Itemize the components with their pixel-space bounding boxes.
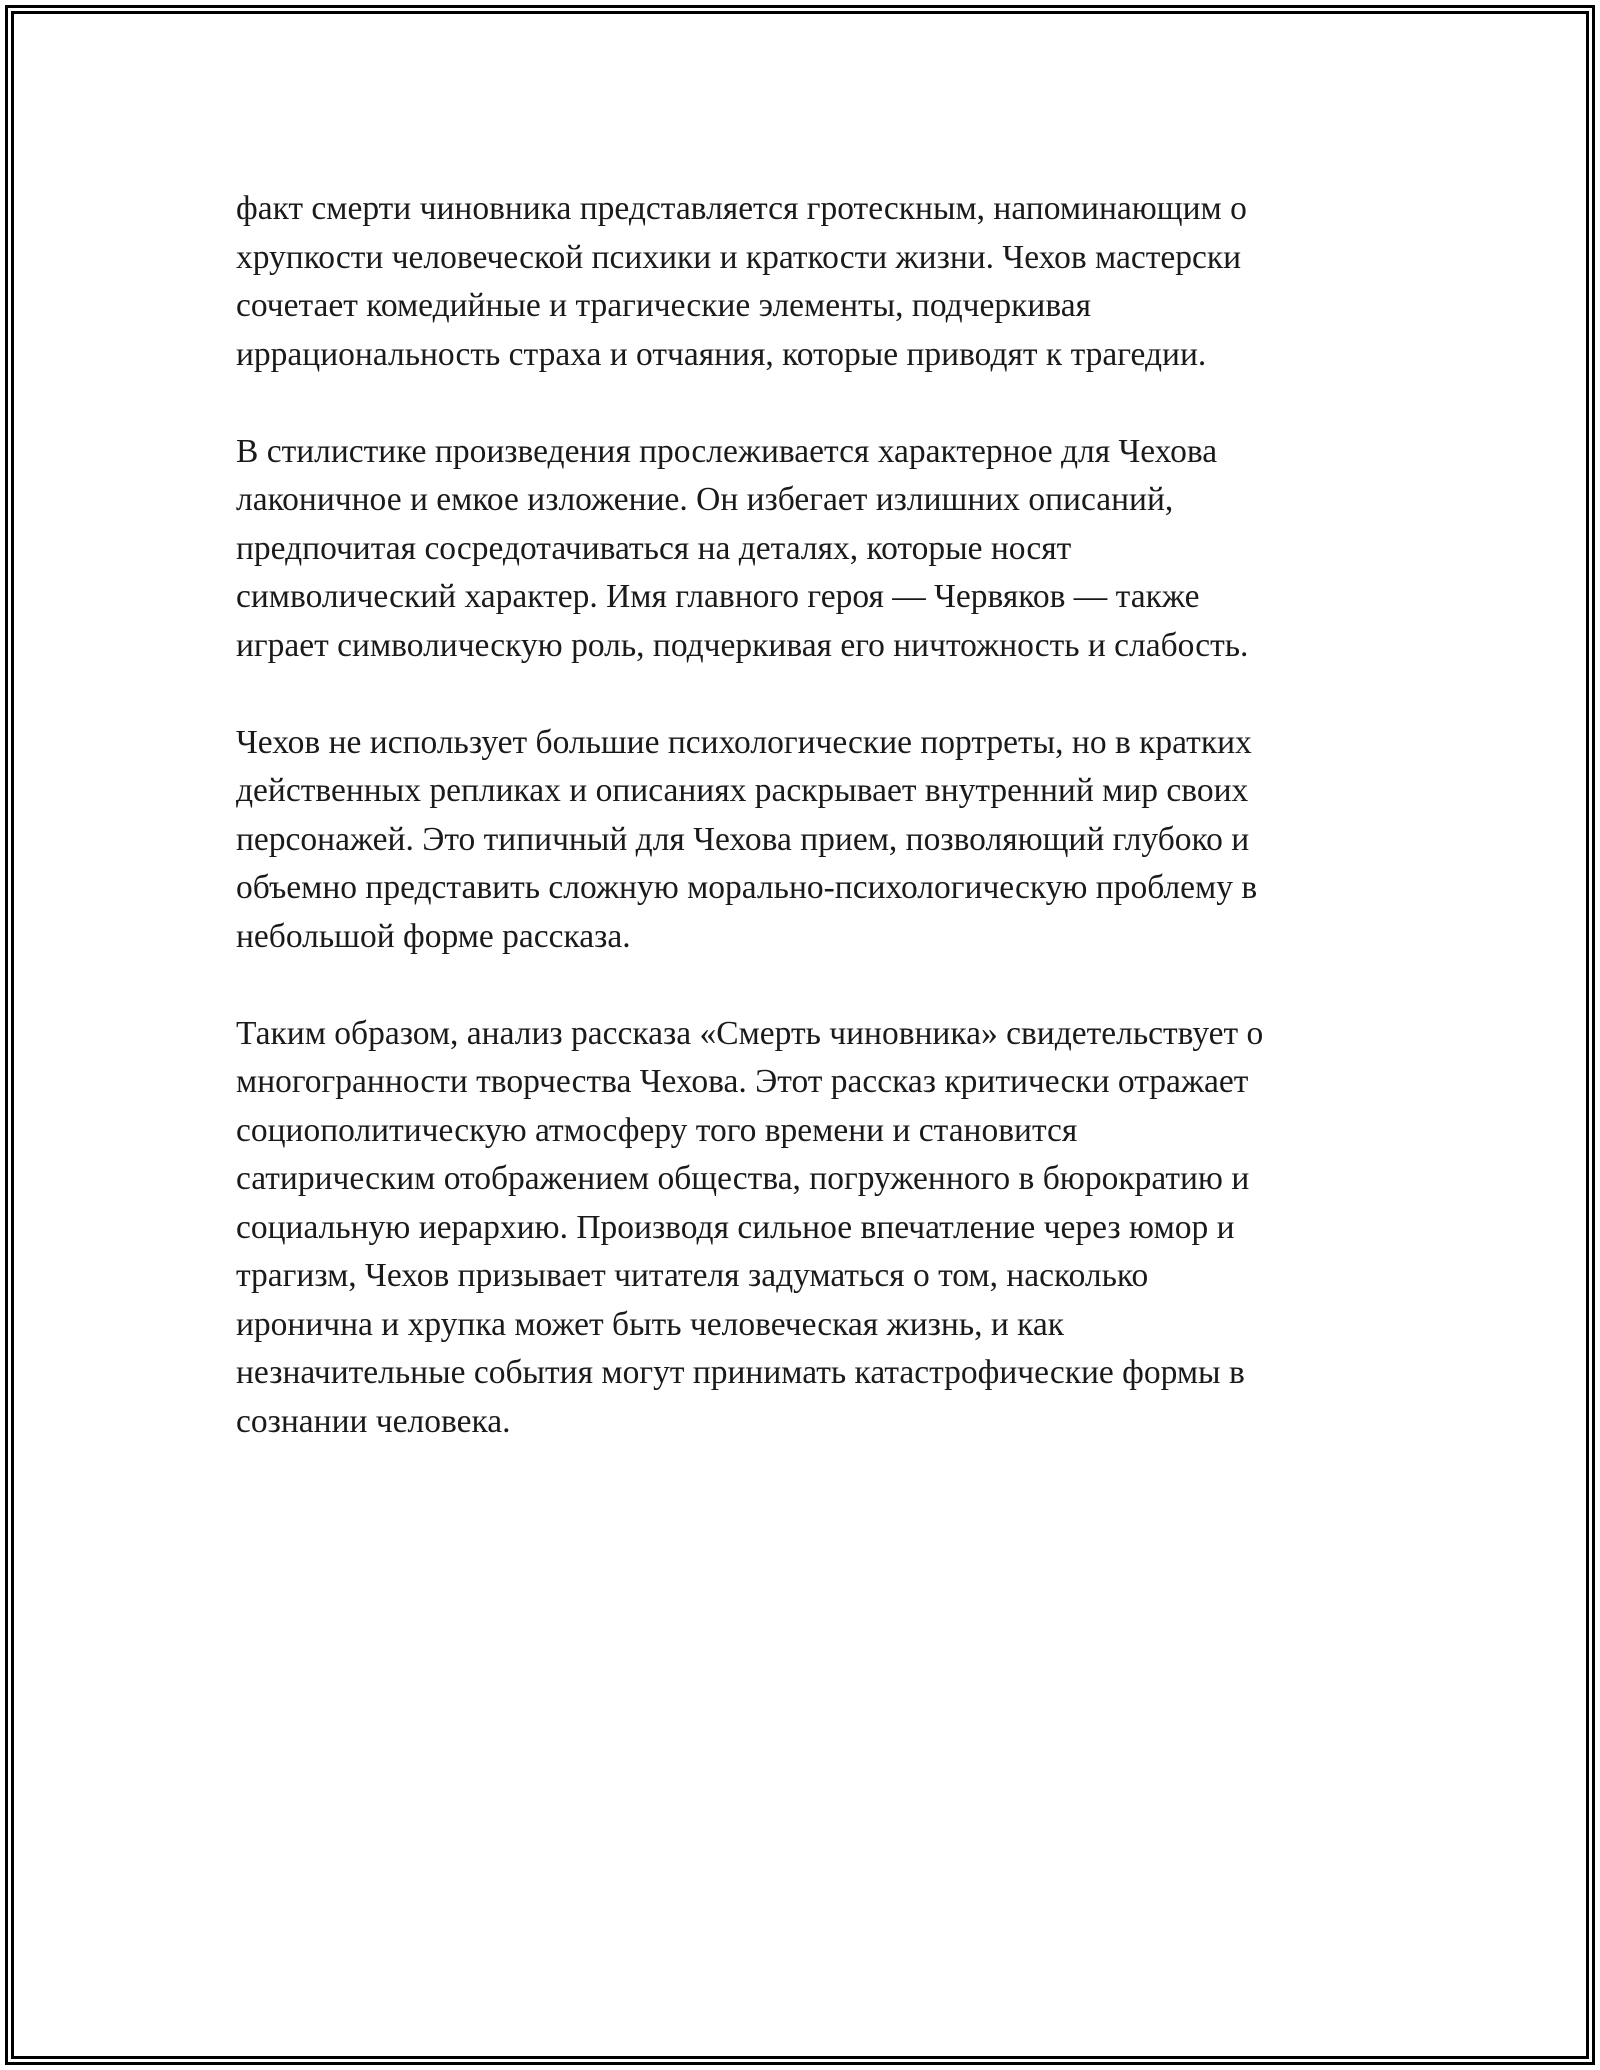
text-line: незначительные события могут принимать катастрофические формы в [236,1354,1245,1391]
text-line: сознании человека. [236,1402,511,1440]
text-line: действенных репликах и описаниях раскрывает внутренний мир своих [236,772,1249,809]
paragraph [236,428,1416,671]
text-line: социальную иерархию. Производя сильное впечатление через юмор и [236,1208,1235,1246]
text-line: иронична и хрупка может быть человеческая жизнь, и как [236,1305,1065,1343]
text-line: Таким образом, анализ рассказа «Смерть чиновника» свидетельствует о [236,1014,1264,1052]
text-line: персонажей. Это типичный для Чехова прием, позволяющий глубоко и [236,820,1250,858]
text-line: иррациональность страха и отчаяния, которые приводят к трагедии. [236,335,1207,373]
paragraph [236,185,1416,379]
paragraph [236,1010,1416,1447]
text-line: трагизм, Чехов призывает читателя задуматься о том, насколько [236,1257,1149,1294]
text-line: многогранности творчества Чехова. Этот рассказ критически отражает [236,1063,1249,1100]
text-line: играет символическую роль, подчеркивая его ничтожность и слабость. [236,626,1249,664]
document-body [236,185,1416,1495]
text-line: В стилистике произведения прослеживается характерное для Чехова [236,432,1218,470]
text-line: объемно представить сложную морально-психологическую проблему в [236,869,1258,906]
text-line: факт смерти чиновника представляется гротескным, напоминающим о [236,190,1247,227]
paragraph [236,719,1416,962]
text-line: сочетает комедийные и трагические элементы, подчеркивая [236,287,1092,324]
text-line: сатирическим отображением общества, погруженного в бюрократию и [236,1160,1250,1197]
text-line: лаконичное и емкое изложение. Он избегает излишних описаний, [236,481,1174,518]
text-line: социополитическую атмосферу того времени и становится [236,1111,1078,1149]
text-line: хрупкости человеческой психики и краткости жизни. Чехов мастерски [236,238,1242,276]
text-line: символический характер. Имя главного героя — Червяков — также [236,578,1200,615]
text-line: Чехов не использует большие психологические портреты, но в кратких [236,723,1252,761]
text-line: небольшой форме рассказа. [236,917,631,955]
text-line: предпочитая сосредотачиваться на деталях, которые носят [236,529,1072,567]
